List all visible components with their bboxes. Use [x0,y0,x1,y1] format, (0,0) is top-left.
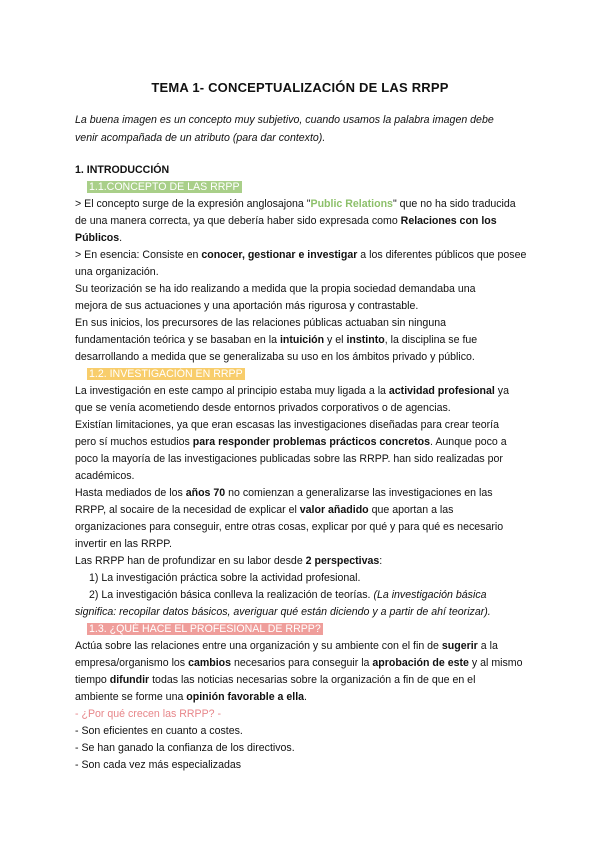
page-title: TEMA 1- CONCEPTUALIZACIÓN DE LAS RRPP [151,80,449,95]
text-line: mejora de sus actuaciones y una aportación más rigurosa y contrastable. [75,300,419,312]
bold-run: Públicos [75,232,120,244]
intro-paragraph [75,111,535,147]
paragraph [75,196,537,247]
text-line [75,502,537,519]
paragraph [75,383,537,417]
text-run: y el [324,334,347,346]
bold-run: años 70 [185,487,226,499]
text-line [75,213,537,230]
numbered-item: 1) La investigación práctica sobre la actividad profesional. [89,572,361,584]
text-line: que se venía acometiendo desde entornos privados corporativos o de agencias. [75,402,451,414]
italic-run: (La investigación básica [373,589,487,601]
text-run: > En esencia: Consiste en [75,249,202,261]
bold-run: opinión favorable a ella [186,691,305,703]
text-run: Actúa sobre las relaciones entre una organización y su ambiente con el fin de [75,640,442,652]
text-run: a los diferentes públicos que posee [357,249,527,261]
subsection-heading-investigacion [75,366,537,383]
text-line [75,638,537,655]
paragraph [75,315,537,366]
bold-run: instinto [346,334,385,346]
text-line [75,230,537,247]
text-line: significa: recopilar datos básicos, averiguar qué están diciendo y a partir de ahí teorizar). [75,606,491,618]
bold-run: cambios [188,657,232,669]
text-line: En sus inicios, los precursores de las relaciones públicas actuaban sin ninguna [75,317,446,329]
text-line [75,553,537,570]
text-run: . [119,232,123,244]
text-run: RRPP, al socaire de la necesidad de explicar el [75,504,300,516]
text-line [75,672,537,689]
highlight-term: Public Relations [310,198,393,210]
text-run: y al mismo [468,657,523,669]
text-line: Su teorización se ha ido realizando a medida que la propia sociedad demandaba una [75,283,476,295]
text-run: pero sí muchos estudios [75,436,193,448]
text-line [75,434,537,451]
text-run: La investigación en este campo al principio estaba muy ligada a la [75,385,389,397]
text-run: : [379,555,383,567]
text-line [75,485,537,502]
document-body [75,162,537,774]
text-line [75,247,537,264]
bullet-item: - Se han ganado la confianza de los directivos. [75,742,295,754]
paragraph [75,417,537,485]
paragraph [75,281,537,315]
paragraph [75,553,537,621]
text-run: . [304,691,307,703]
text-line: poco la mayoría de las investigaciones publicadas sobre las RRPP. han sido realizadas por [75,453,503,465]
bold-run: para responder problemas prácticos concretos [192,436,431,448]
text-run: ambiente se forme una [75,691,187,703]
text-run: de una manera correcta, ya que debería haber sido expresada como [75,215,401,227]
numbered-item [75,587,537,604]
bullet-item: - Son eficientes en cuanto a costes. [75,725,243,737]
highlight-pink: 1.3. ¿QUÉ HACE EL PROFESIONAL DE RRPP? [89,623,321,635]
bold-run: difundir [109,674,150,686]
subsection-heading-concepto [75,179,537,196]
text-line: desarrollando a medida que se generalizaba su uso en los ámbitos privado y público. [75,351,475,363]
text-run: no comienzan a generalizarse las investigaciones en las [225,487,493,499]
text-run: . Aunque poco a [430,436,507,448]
paragraph [75,247,537,281]
text-run: , la disciplina se fue [384,334,478,346]
text-line [75,655,537,672]
paragraph [75,485,537,553]
highlight-yellow: 1.2. INVESTIGACIÓN EN RRPP [89,368,243,380]
text-run: todas las noticias necesarias sobre la organización a fin de que en el [149,674,476,686]
subsection-heading-profesional [75,621,537,638]
text-line [75,332,537,349]
text-line: invertir en las RRPP. [75,538,172,550]
intro-line: La buena imagen es un concepto muy subjetivo, cuando usamos la palabra imagen debe [75,114,494,126]
text-run: > El concepto surge de la expresión anglosajona " [75,198,311,210]
text-line: organizaciones para conseguir, entre otras cosas, explicar por qué y para qué es necesario [75,521,504,533]
text-line [75,196,537,213]
bold-run: sugerir [441,640,478,652]
bullet-item: - Son cada vez más especializadas [75,759,242,771]
text-run: que aportan a las [368,504,454,516]
text-line: una organización. [75,266,159,278]
text-run: fundamentación teórica y se basaban en la [75,334,280,346]
text-line: académicos. [75,470,135,482]
question-heading: - ¿Por qué crecen las RRPP? - [75,708,222,720]
bold-run: Relaciones con los [400,215,497,227]
section-heading-introduccion: 1. INTRODUCCIÓN [75,164,170,176]
text-run: Hasta mediados de los [75,487,186,499]
bold-run: 2 perspectivas [305,555,380,567]
text-run: ya [494,385,509,397]
text-run: " que no ha sido traducida [392,198,516,210]
text-run: tiempo [75,674,110,686]
bold-run: actividad profesional [388,385,495,397]
bold-run: valor añadido [299,504,369,516]
text-line: Existían limitaciones, ya que eran escasas las investigaciones diseñadas para crear teoría [75,419,499,431]
text-run: Las RRPP han de profundizar en su labor desde [75,555,306,567]
text-run: a la [477,640,498,652]
bold-run: intuición [279,334,325,346]
text-run: empresa/organismo los [75,657,189,669]
text-run: necesarios para conseguir la [231,657,373,669]
text-run: 2) La investigación básica conlleva la realización de teorías. [89,589,374,601]
bold-run: conocer, gestionar e investigar [201,249,358,261]
text-line [75,383,537,400]
text-line [75,689,537,706]
paragraph [75,638,537,706]
highlight-green: 1.1.CONCEPTO DE LAS RRPP [89,181,240,193]
bold-run: aprobación de este [372,657,469,669]
intro-line: venir acompañada de un atributo (para dar contexto). [75,132,326,144]
